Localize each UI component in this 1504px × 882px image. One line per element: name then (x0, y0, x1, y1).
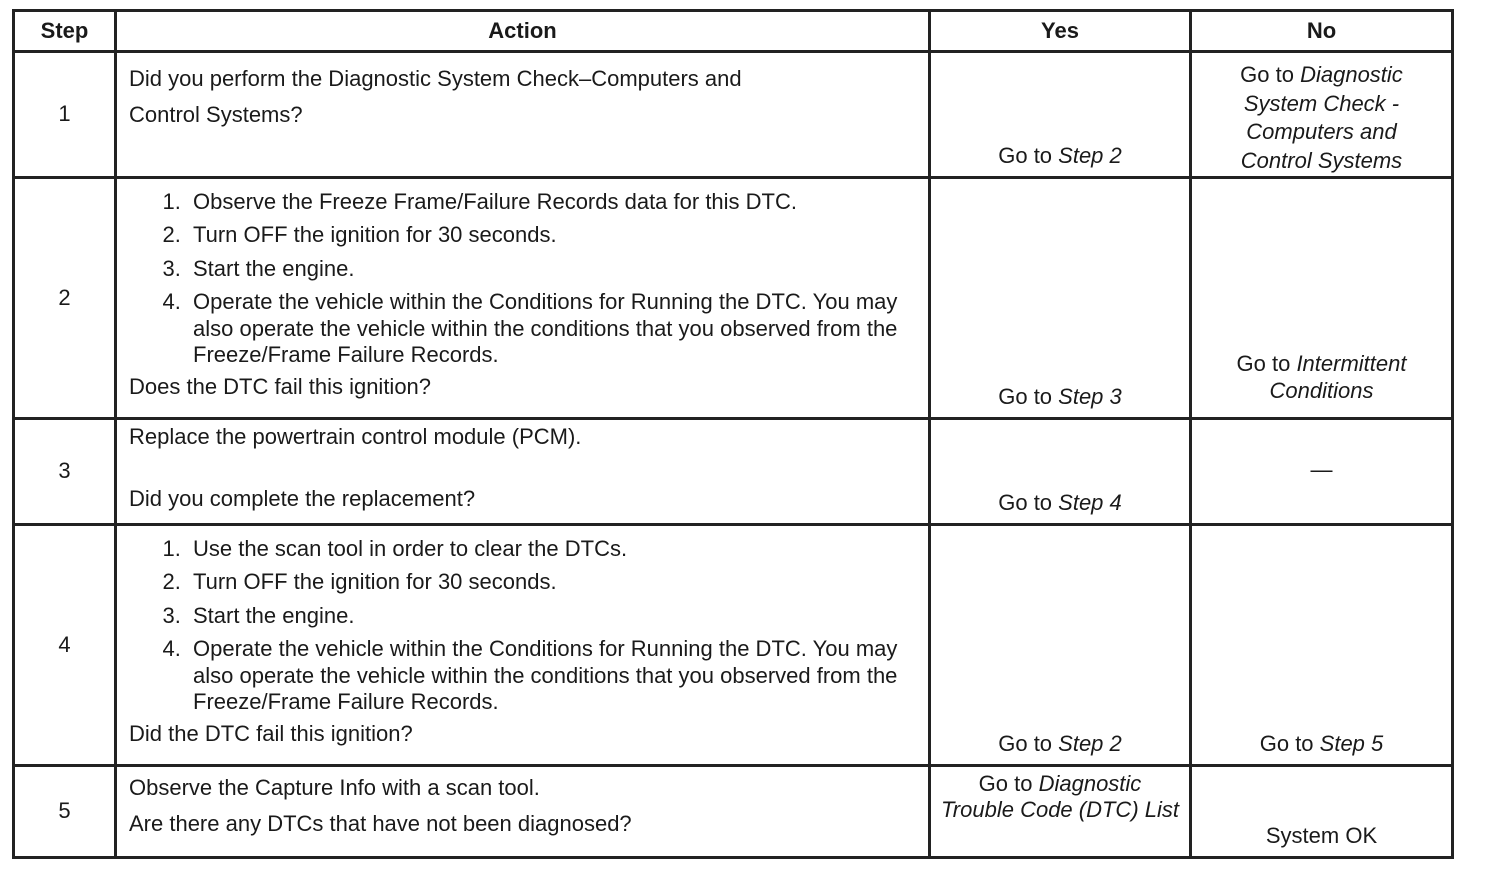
yes-prefix: Go to (998, 383, 1059, 409)
yes-link[interactable]: Step 2 (1058, 730, 1122, 756)
step-number: 4 (14, 525, 116, 766)
table-row (14, 52, 1453, 178)
question: Does the DTC fail this ignition? (129, 374, 432, 400)
no-link[interactable]: Diagnostic System Check - Computers and Control Systems (1240, 62, 1403, 173)
no-link[interactable]: Step 5 (1319, 730, 1384, 756)
instruction-list (129, 536, 918, 715)
table-row (14, 419, 1453, 525)
list-item: 2. Turn OFF the ignition for 30 seconds. (187, 569, 918, 595)
action-cell (116, 419, 930, 525)
table-row (14, 525, 1453, 766)
no-action (1192, 731, 1451, 757)
header-yes: Yes (930, 11, 1191, 52)
yes-prefix: Go to (998, 142, 1059, 168)
diagnostic-table (12, 9, 1454, 859)
list-item: 4. Operate the vehicle within the Conditions for Running the DTC. You may also operate the vehicle within the conditions that you observed from the Freeze/Frame Failure Records. (187, 289, 918, 368)
action-cell (116, 52, 930, 178)
no-prefix: Go to (1236, 351, 1297, 377)
question: Are there any DTCs that have not been diagnosed? (129, 811, 632, 837)
yes-link[interactable]: Step 4 (1058, 489, 1122, 515)
yes-cell (930, 525, 1191, 766)
list-item: 3. Start the engine. (187, 603, 918, 629)
step-number: 2 (14, 178, 116, 419)
instruction-list (129, 189, 918, 368)
no-cell (1191, 178, 1453, 419)
list-item: 1. Observe the Freeze Frame/Failure Records data for this DTC. (187, 189, 918, 215)
action-cell (116, 178, 930, 419)
instruction: Observe the Capture Info with a scan tool. (129, 775, 540, 800)
no-cell (1191, 52, 1453, 178)
no-action (1192, 61, 1451, 175)
question: Did the DTC fail this ignition? (129, 721, 413, 747)
header-step: Step (14, 11, 116, 52)
no-prefix: Go to (1240, 62, 1301, 87)
yes-action (931, 384, 1189, 410)
action-line: Control Systems? (129, 102, 303, 128)
no-link[interactable]: Intermittent Conditions (1269, 351, 1407, 403)
question: Did you complete the replacement? (129, 486, 476, 512)
no-prefix: Go to (1259, 730, 1320, 756)
list-item: 3. Start the engine. (187, 256, 918, 282)
yes-prefix: Go to (998, 489, 1059, 515)
header-no: No (1191, 11, 1453, 52)
action-line: Did you perform the Diagnostic System Check–Computers and (129, 66, 742, 91)
yes-cell (930, 419, 1191, 525)
step-number: 3 (14, 419, 116, 525)
step-number: 1 (14, 52, 116, 178)
no-cell (1191, 525, 1453, 766)
table-row (14, 766, 1453, 858)
yes-cell (930, 178, 1191, 419)
header-action: Action (116, 11, 930, 52)
yes-cell (930, 766, 1191, 858)
no-cell (1191, 766, 1453, 858)
no-dash: — (1310, 456, 1333, 482)
action-cell (116, 766, 930, 858)
yes-action (931, 771, 1189, 824)
step-number: 5 (14, 766, 116, 858)
list-item: 4. Operate the vehicle within the Conditions for Running the DTC. You may also operate the vehicle within the conditions that you observed from the Freeze/Frame Failure Records. (187, 636, 918, 715)
header-row (14, 11, 1453, 52)
instruction: Replace the powertrain control module (PCM). (129, 424, 582, 449)
yes-link[interactable]: Step 2 (1058, 142, 1122, 168)
table-row (14, 178, 1453, 419)
yes-link[interactable]: Diagnostic Trouble Code (DTC) List (941, 771, 1179, 823)
yes-link[interactable]: Step 3 (1058, 383, 1122, 409)
no-cell (1191, 419, 1453, 525)
yes-prefix: Go to (998, 730, 1059, 756)
list-item: 1. Use the scan tool in order to clear the DTCs. (187, 536, 918, 562)
no-action (1192, 351, 1451, 404)
yes-action (931, 490, 1189, 516)
yes-cell (930, 52, 1191, 178)
yes-prefix: Go to (978, 771, 1039, 796)
yes-action (931, 143, 1189, 169)
no-system-ok: System OK (1265, 822, 1378, 848)
list-item: 2. Turn OFF the ignition for 30 seconds. (187, 222, 918, 248)
action-cell (116, 525, 930, 766)
yes-action (931, 731, 1189, 757)
